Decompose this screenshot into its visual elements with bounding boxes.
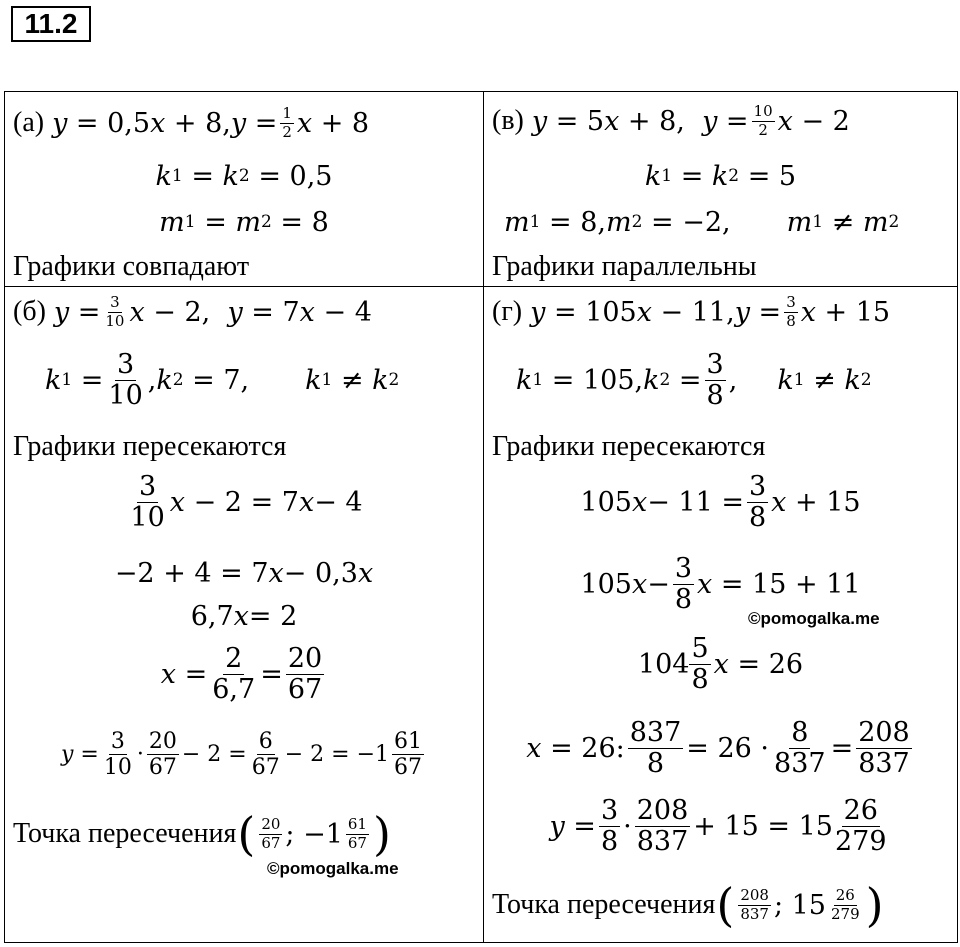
cell-b-step-1: $\frac{3}{10}$ x − 2 = 7 x − 4 xyxy=(130,471,363,534)
cell-g-equations: (г) y = 105x − 11,y = $\frac{3}{8}$ x + 15 xyxy=(492,293,891,330)
cell-b-step-4: x = $\frac{2}{6,7}$ = $\frac{20}{67}$ xyxy=(160,643,323,706)
cell-v xyxy=(484,92,957,286)
cell-b-step-2: −2 + 4 = 7 x − 0,3 x xyxy=(114,558,374,589)
cell-v-intercepts: m 1 = 8, m 2 = −2, m 1 ≠ m 2 xyxy=(504,207,900,238)
cell-a-intercepts: m 1 = m 2 = 8 xyxy=(159,207,329,238)
cell-g-step-3: 104 $\frac{5}{8}$ x = 26 xyxy=(637,633,804,696)
cell-a-equations: (а) y = 0,5x + 8,y = $\frac{1}{2}$ x + 8 xyxy=(13,104,370,141)
cell-a-conclusion: Графики совпадают xyxy=(13,251,250,282)
cell-g-step-1: 105 x − 11 = $\frac{3}{8}$ x + 15 xyxy=(580,471,861,534)
cell-b-point: Точка пересечения ( $\frac{20}{67}$ ; −1 $\frac{61}{67}$ ) xyxy=(13,807,391,861)
cell-b-step-3: 6,7 x = 2 xyxy=(190,601,298,632)
cell-b-step-5: y = $\frac{3}{10}$ · $\frac{20}{67}$ − 2 = $\frac{6}{67}$ − 2 = −1 $\frac{61}{67}$ xyxy=(60,729,422,781)
cell-g-step-2: 105 x − $\frac{3}{8}$ x = 15 + 11 xyxy=(580,553,861,616)
cell-v-equations: (в) y = 5x + 8, y = $\frac{10}{2}$ x − 2 xyxy=(492,102,850,139)
cell-g-step-5: y = $\frac{3}{8}$ · $\frac{208}{837}$ + 15 = 15 $\frac{26}{279}$ xyxy=(549,795,887,858)
cell-b-equations: (б) y = $\frac{3}{10}$ x − 2, y = 7x − 4 xyxy=(13,293,372,330)
cell-g-point: Точка пересечения ( $\frac{208}{837}$ ; 15 $\frac{26}{279}$ ) xyxy=(492,878,884,932)
cell-a xyxy=(5,92,483,286)
cell-b-label: (б) xyxy=(13,296,46,328)
cell-g-step-4: x = 26: $\frac{837}{8}$ = 26 · $\frac{8}{837}$ = $\frac{208}{837}$ xyxy=(526,717,910,780)
cell-b-slopes: k 1 = $\frac{3}{10}$ , k 2 = 7, k 1 ≠ k 2 xyxy=(45,349,400,412)
cell-v-conclusion: Графики параллельны xyxy=(492,251,757,282)
cell-g xyxy=(484,287,957,942)
cell-a-slopes: k 1 = k 2 = 0,5 xyxy=(155,161,333,192)
solution-table xyxy=(4,91,958,943)
cell-a-label: (а) xyxy=(13,107,45,139)
cell-b-point-label: Точка пересечения xyxy=(13,818,237,849)
cell-g-slopes: k 1 = 105, k 2 = $\frac{3}{8}$ , k 1 ≠ k 2 xyxy=(516,349,872,412)
watermark: ©pomogalka.me xyxy=(748,609,880,628)
cell-v-label: (в) xyxy=(492,105,524,137)
cell-b xyxy=(5,287,483,942)
cell-v-slopes: k 1 = k 2 = 5 xyxy=(644,161,797,192)
cell-b-conclusion: Графики пересекаются xyxy=(13,431,287,462)
cell-g-conclusion: Графики пересекаются xyxy=(492,431,766,462)
task-number: 11.2 xyxy=(11,6,91,42)
watermark: ©pomogalka.me xyxy=(267,859,399,878)
cell-g-label: (г) xyxy=(492,296,523,328)
cell-g-point-label: Точка пересечения xyxy=(492,889,716,920)
